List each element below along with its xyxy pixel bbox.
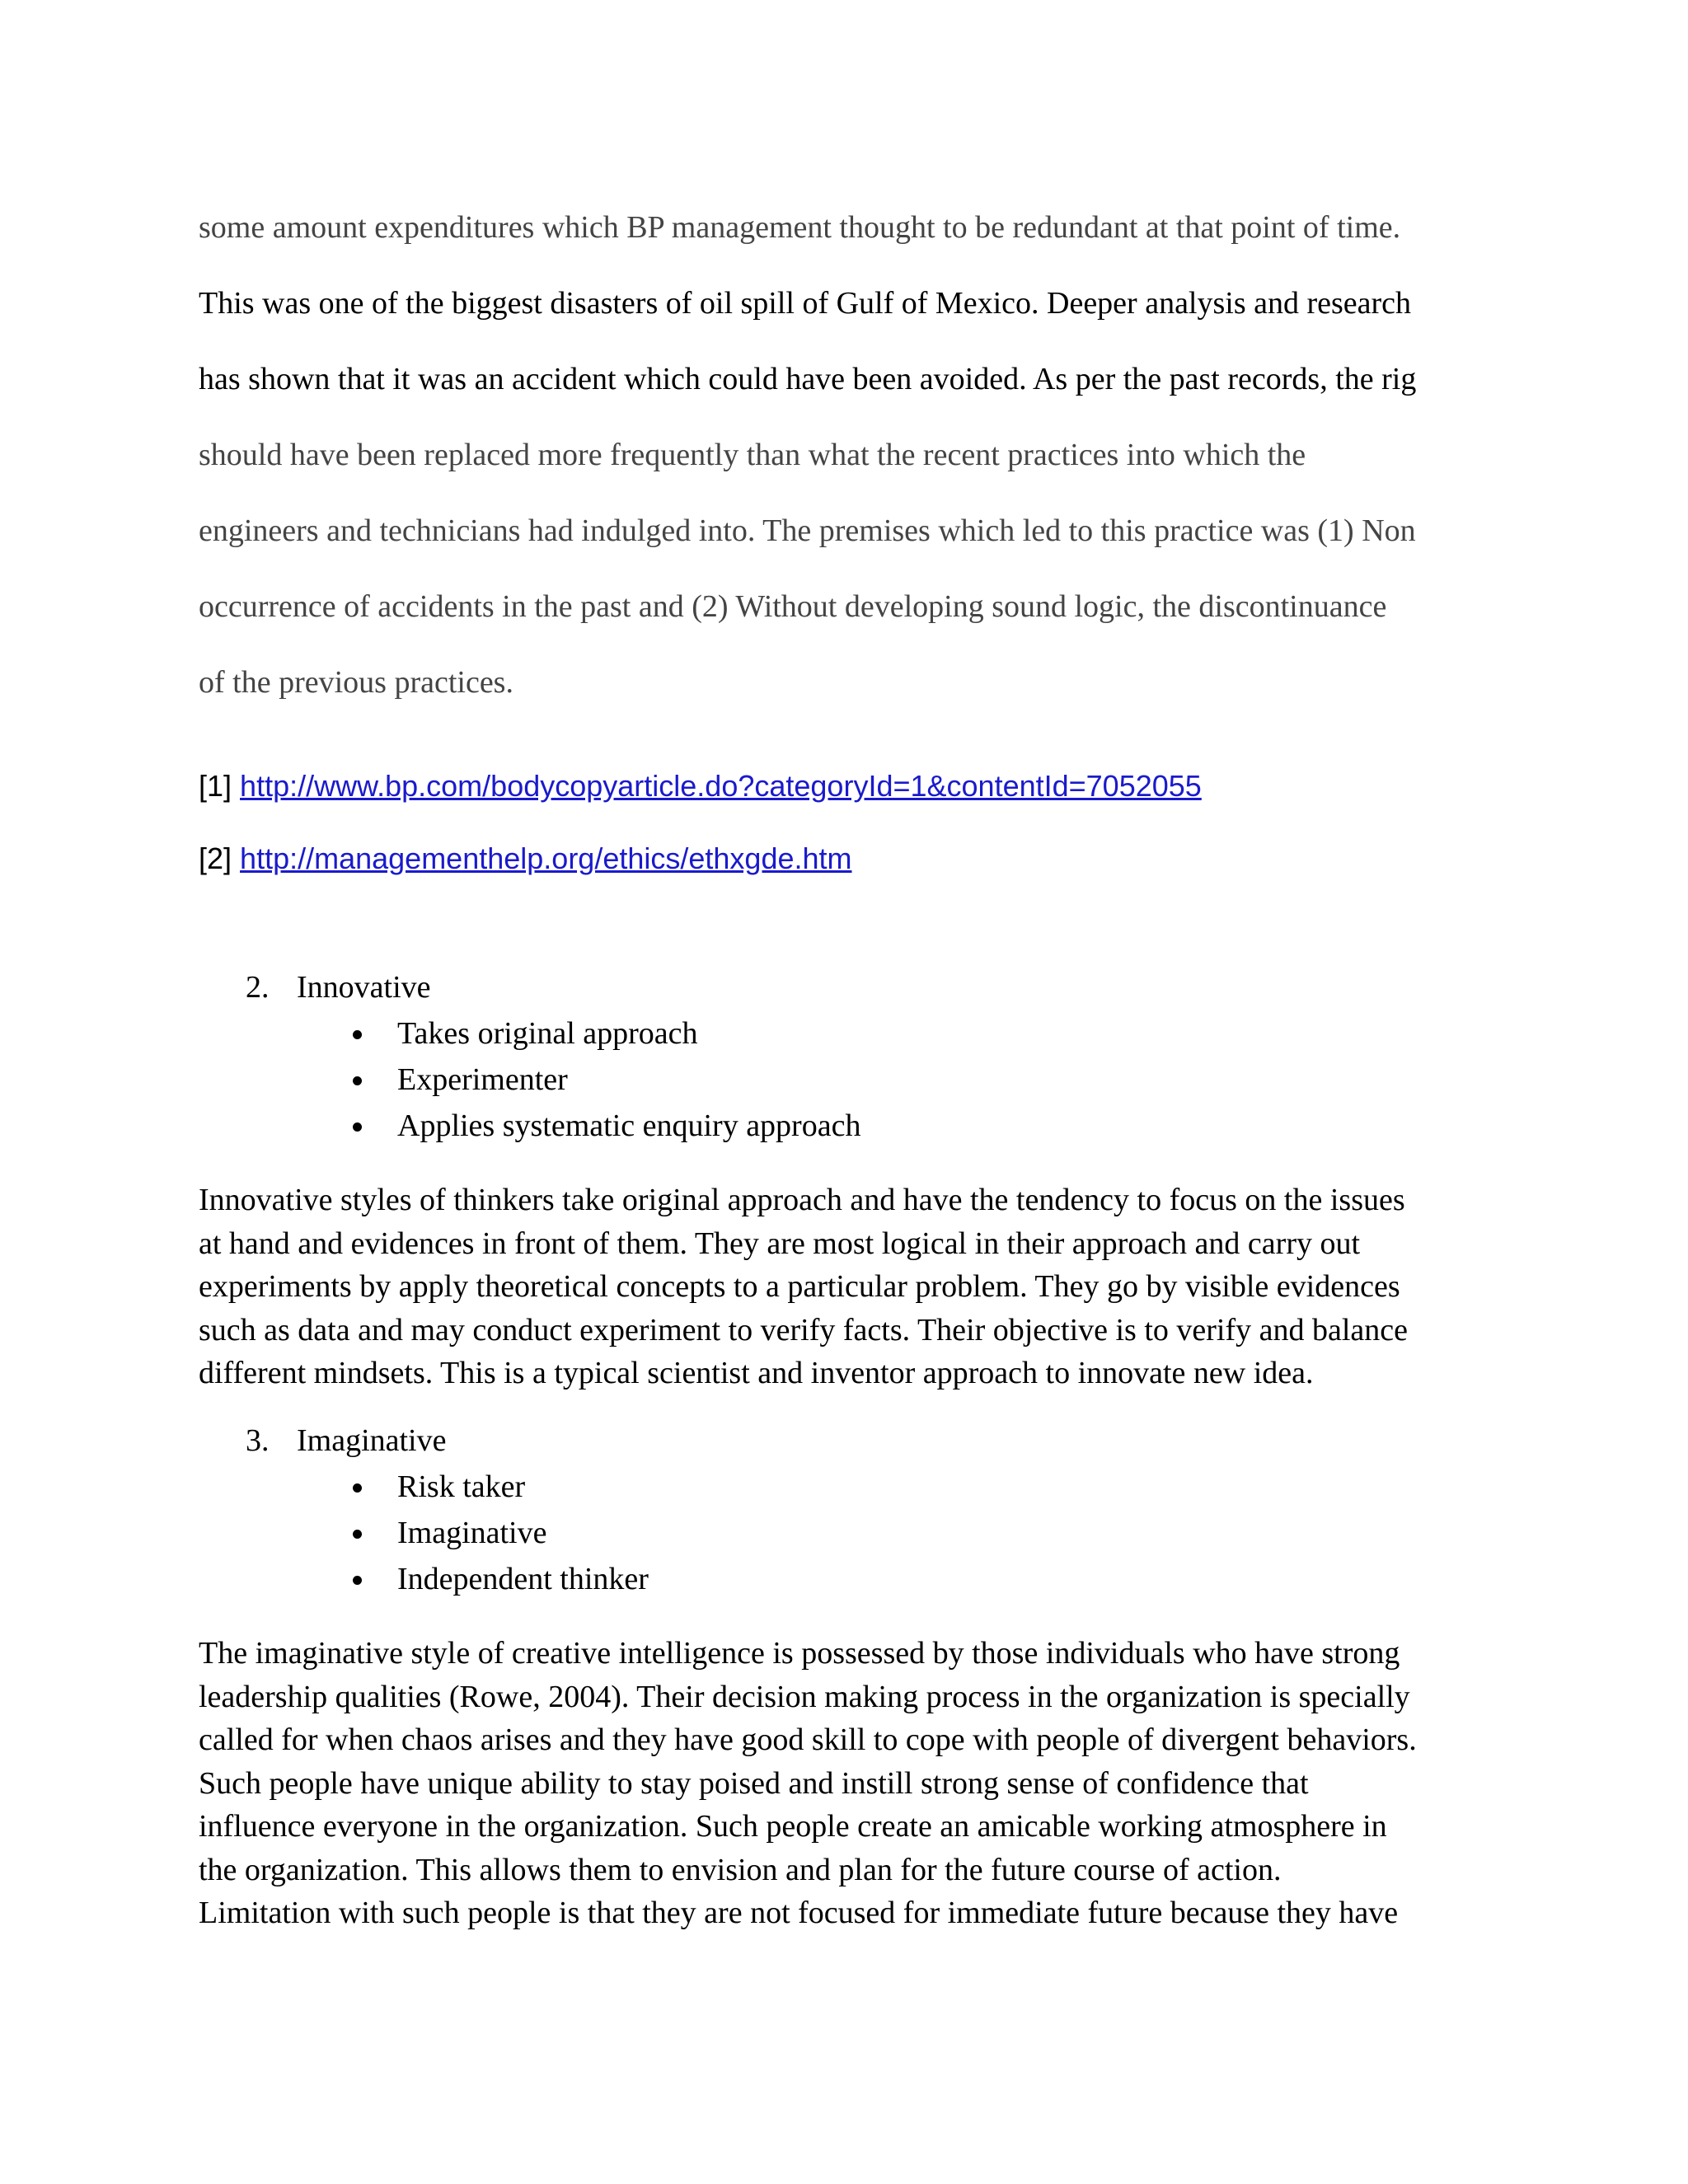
references	[199, 750, 1501, 895]
reference-1	[199, 750, 1501, 823]
list-item: Imaginative	[346, 1510, 649, 1556]
paragraph-line: occurrence of accidents in the past and (2) Without developing sound logic, the discontinuance	[199, 589, 1387, 624]
paragraph-line: influence everyone in the organization. Such people create an amicable working atmosphere in	[199, 1809, 1387, 1844]
paragraph-line: Limitation with such people is that they are not focused for immediate future because they have	[199, 1896, 1399, 1930]
paragraph-line: the organization. This allows them to envision and plan for the future course of action.	[199, 1852, 1282, 1887]
paragraph-line: leadership qualities (Rowe, 2004). Their decision making process in the organization is specially	[199, 1679, 1410, 1714]
paragraph-line: experiments by apply theoretical concepts to a particular problem. They go by visible evidences	[199, 1269, 1400, 1304]
reference-label: [1]	[199, 769, 232, 803]
paragraph-line: such as data and may conduct experiment to verify facts. Their objective is to verify and balance	[199, 1312, 1409, 1347]
reference-label: [2]	[199, 841, 232, 875]
imaginative-bullet-list	[346, 1464, 649, 1602]
paragraph-line: engineers and technicians had indulged into. The premises which led to this practice was (1) Non	[199, 513, 1416, 548]
paragraph-bp-disaster	[199, 190, 1501, 720]
paragraph-line: Such people have unique ability to stay poised and instill strong sense of confidence that	[199, 1765, 1309, 1801]
paragraph-line: some amount expenditures which BP management thought to be redundant at that point of time.	[199, 210, 1401, 245]
paragraph-line: of the previous practices.	[199, 665, 513, 700]
section-title: Innovative	[297, 970, 431, 1005]
section-number: 2.	[246, 970, 270, 1005]
section-number: 3.	[246, 1423, 270, 1458]
section-title: Imaginative	[297, 1423, 447, 1458]
section-heading-innovative	[246, 964, 431, 1010]
list-item: Independent thinker	[346, 1556, 649, 1602]
paragraph-innovative	[199, 1179, 1509, 1395]
list-item: Applies systematic enquiry approach	[346, 1103, 860, 1149]
list-item: Experimenter	[346, 1057, 860, 1103]
list-item: Risk taker	[346, 1464, 649, 1510]
reference-link-bp[interactable]: http://www.bp.com/bodycopyarticle.do?categoryId=1&contentId=7052055	[240, 769, 1202, 803]
paragraph-line: Innovative styles of thinkers take original approach and have the tendency to focus on the issues	[199, 1183, 1405, 1217]
list-item: Takes original approach	[346, 1010, 860, 1057]
paragraph-line: should have been replaced more frequently than what the recent practices into which the	[199, 438, 1306, 472]
paragraph-line: This was one of the biggest disasters of oil spill of Gulf of Mexico. Deeper analysis and research	[199, 286, 1412, 321]
reference-link-managementhelp[interactable]: http://managementhelp.org/ethics/ethxgde.htm	[240, 841, 852, 875]
paragraph-line: The imaginative style of creative intelligence is possessed by those individuals who have strong	[199, 1636, 1400, 1671]
paragraph-line: different mindsets. This is a typical scientist and inventor approach to innovate new idea.	[199, 1356, 1314, 1390]
paragraph-line: called for when chaos arises and they have good skill to cope with people of divergent behaviors.	[199, 1722, 1417, 1757]
section-heading-imaginative	[246, 1418, 446, 1464]
reference-2	[199, 823, 1501, 895]
paragraph-line: has shown that it was an accident which could have been avoided. As per the past records, the rig	[199, 362, 1417, 396]
paragraph-imaginative	[199, 1632, 1509, 1935]
paragraph-line: at hand and evidences in front of them. They are most logical in their approach and carry out	[199, 1226, 1361, 1261]
innovative-bullet-list	[346, 1010, 860, 1149]
